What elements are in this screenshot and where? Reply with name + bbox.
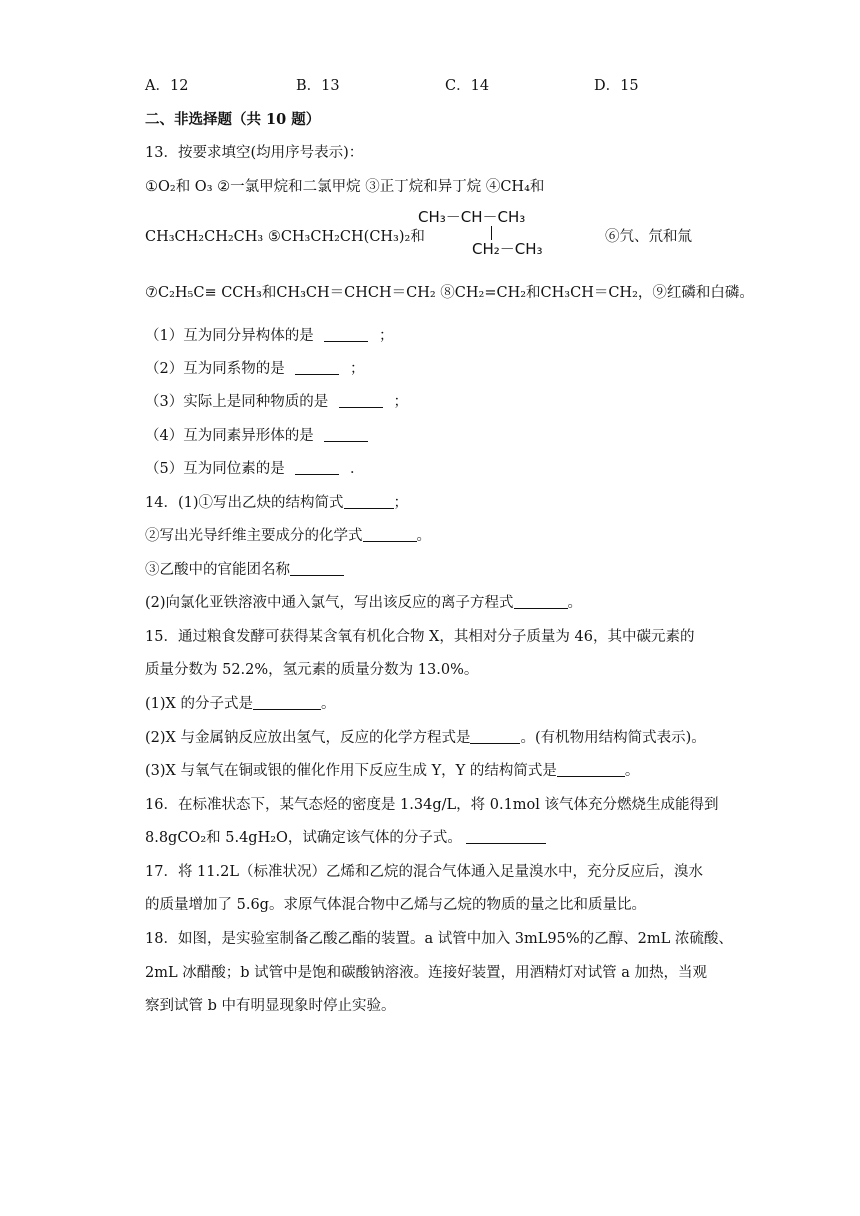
q15-line-4-end: 。(有机物用结构简式表示)。 — [520, 730, 706, 746]
q15-line-1: 15．通过粮食发酵可获得某含氧有机化合物 X，其相对分子质量为 46，其中碳元素的 — [145, 629, 695, 645]
option-b: B．13 — [296, 78, 340, 94]
q15-blank-2[interactable] — [470, 729, 520, 744]
q14-line-1-end: ； — [393, 495, 408, 511]
q13-part-2-blank[interactable] — [295, 360, 339, 375]
q15-line-5 — [145, 759, 639, 780]
q14-line-3 — [145, 558, 344, 579]
q13-part-1-end: ； — [378, 328, 394, 344]
q13-stem: 13．按要求填空(均用序号表示)： — [145, 145, 364, 161]
q13-line-3: ⑦C₂H₅C≡ CCH₃和CH₃CH＝CHCH＝CH₂ ⑧CH₂=CH₂和CH₃CH＝CH₂，⑨红磷和白磷。 — [145, 285, 754, 301]
q15-line-3 — [145, 692, 335, 713]
q13-line-2a: CH₃CH₂CH₂CH₃ ⑤CH₃CH₂CH(CH₃)₂和 — [145, 229, 425, 245]
q14-line-4-text: (2)向氯化亚铁溶液中通入氯气，写出该反应的离子方程式 — [145, 595, 514, 611]
q15-line-3-end: 。 — [320, 696, 336, 712]
q14-line-2-text: ②写出光导纤维主要成分的化学式 — [145, 528, 363, 544]
q14-line-3-text: ③乙酸中的官能团名称 — [145, 562, 290, 578]
q13-line-2b: ⑥氕、氘和氚 — [605, 229, 692, 245]
structure-top-row: CH₃－CH－CH₃ — [418, 208, 526, 226]
q16-line-2-text: 8.8gCO₂和 5.4gH₂O，试确定该气体的分子式。 — [145, 830, 462, 846]
q14-line-2-end: 。 — [416, 528, 431, 544]
q13-part-1-label: （1）互为同分异构体的是 — [145, 328, 314, 344]
option-d: D．15 — [594, 78, 639, 94]
q13-part-1-blank[interactable] — [324, 327, 368, 342]
q13-part-3 — [145, 390, 408, 411]
q18-line-3: 察到试管 b 中有明显现象时停止实验。 — [145, 998, 396, 1014]
q13-part-4-blank[interactable] — [324, 427, 368, 442]
q13-part-1 — [145, 324, 393, 345]
q13-part-5-end: ． — [349, 461, 365, 477]
q13-part-2-label: （2）互为同系物的是 — [145, 361, 285, 377]
q14-blank-1[interactable] — [344, 494, 394, 509]
q15-line-4 — [145, 726, 706, 747]
q15-blank-3[interactable] — [557, 762, 625, 777]
q16-blank[interactable] — [466, 829, 546, 844]
q14-line-1 — [145, 491, 408, 512]
q13-part-3-label: （3）实际上是同种物质的是 — [145, 394, 329, 410]
q16-line-2 — [145, 826, 546, 847]
q16-line-1: 16．在标准状态下，某气态烃的密度是 1.34g/L，将 0.1mol 该气体充分燃烧生成能得到 — [145, 797, 719, 813]
q17-line-1: 17．将 11.2L（标准状况）乙烯和乙烷的混合气体通入足量溴水中，充分反应后，溴水 — [145, 864, 703, 880]
q15-line-2: 质量分数为 52.2%，氢元素的质量分数为 13.0%。 — [145, 662, 479, 678]
q14-blank-3[interactable] — [290, 561, 344, 576]
q13-part-2-end: ； — [349, 361, 365, 377]
section-title: 二、非选择题（共 10 题） — [145, 111, 321, 128]
q13-part-3-end: ； — [393, 394, 408, 410]
q18-line-1: 18．如图，是实验室制备乙酸乙酯的装置。a 试管中加入 3mL95%的乙醇、2mL 浓硫酸、 — [145, 931, 733, 947]
q14-line-4 — [145, 591, 582, 612]
q15-line-5-end: 。 — [624, 763, 640, 779]
q13-part-2 — [145, 357, 364, 378]
q15-line-3-text: (1)X 的分子式是 — [145, 696, 253, 712]
q13-part-5-label: （5）互为同位素的是 — [145, 461, 285, 477]
q14-line-4-end: 。 — [567, 595, 583, 611]
q13-part-5-blank[interactable] — [295, 460, 339, 475]
q13-part-5 — [145, 457, 364, 478]
q15-line-4-text: (2)X 与金属钠反应放出氢气，反应的化学方程式是 — [145, 730, 471, 746]
q14-blank-4[interactable] — [514, 594, 568, 609]
q18-line-2: 2mL 冰醋酸；b 试管中是饱和碳酸钠溶液。连接好装置，用酒精灯对试管 a 加热，当观 — [145, 965, 707, 981]
structure-bottom-row: CH₂－CH₃ — [472, 240, 543, 258]
q14-line-1-text: 14．(1)①写出乙炔的结构简式 — [145, 495, 344, 511]
option-c: C．14 — [445, 78, 490, 94]
q13-part-4-label: （4）互为同素异形体的是 — [145, 428, 314, 444]
q13-part-4 — [145, 424, 374, 445]
option-a: A．12 — [145, 78, 189, 94]
q15-line-5-text: (3)X 与氧气在铜或银的催化作用下反应生成 Y，Y 的结构简式是 — [145, 763, 557, 779]
q17-line-2: 的质量增加了 5.6g。求原气体混合物中乙烯与乙烷的物质的量之比和质量比。 — [145, 897, 646, 913]
q14-blank-2[interactable] — [363, 527, 417, 542]
isopentane-structure — [418, 206, 558, 258]
q13-part-3-blank[interactable] — [339, 393, 383, 408]
q14-line-2 — [145, 524, 431, 545]
q15-blank-1[interactable] — [253, 695, 321, 710]
q13-line-1: ①O₂和 O₃ ②一氯甲烷和二氯甲烷 ③正丁烷和异丁烷 ④CH₄和 — [145, 179, 545, 195]
